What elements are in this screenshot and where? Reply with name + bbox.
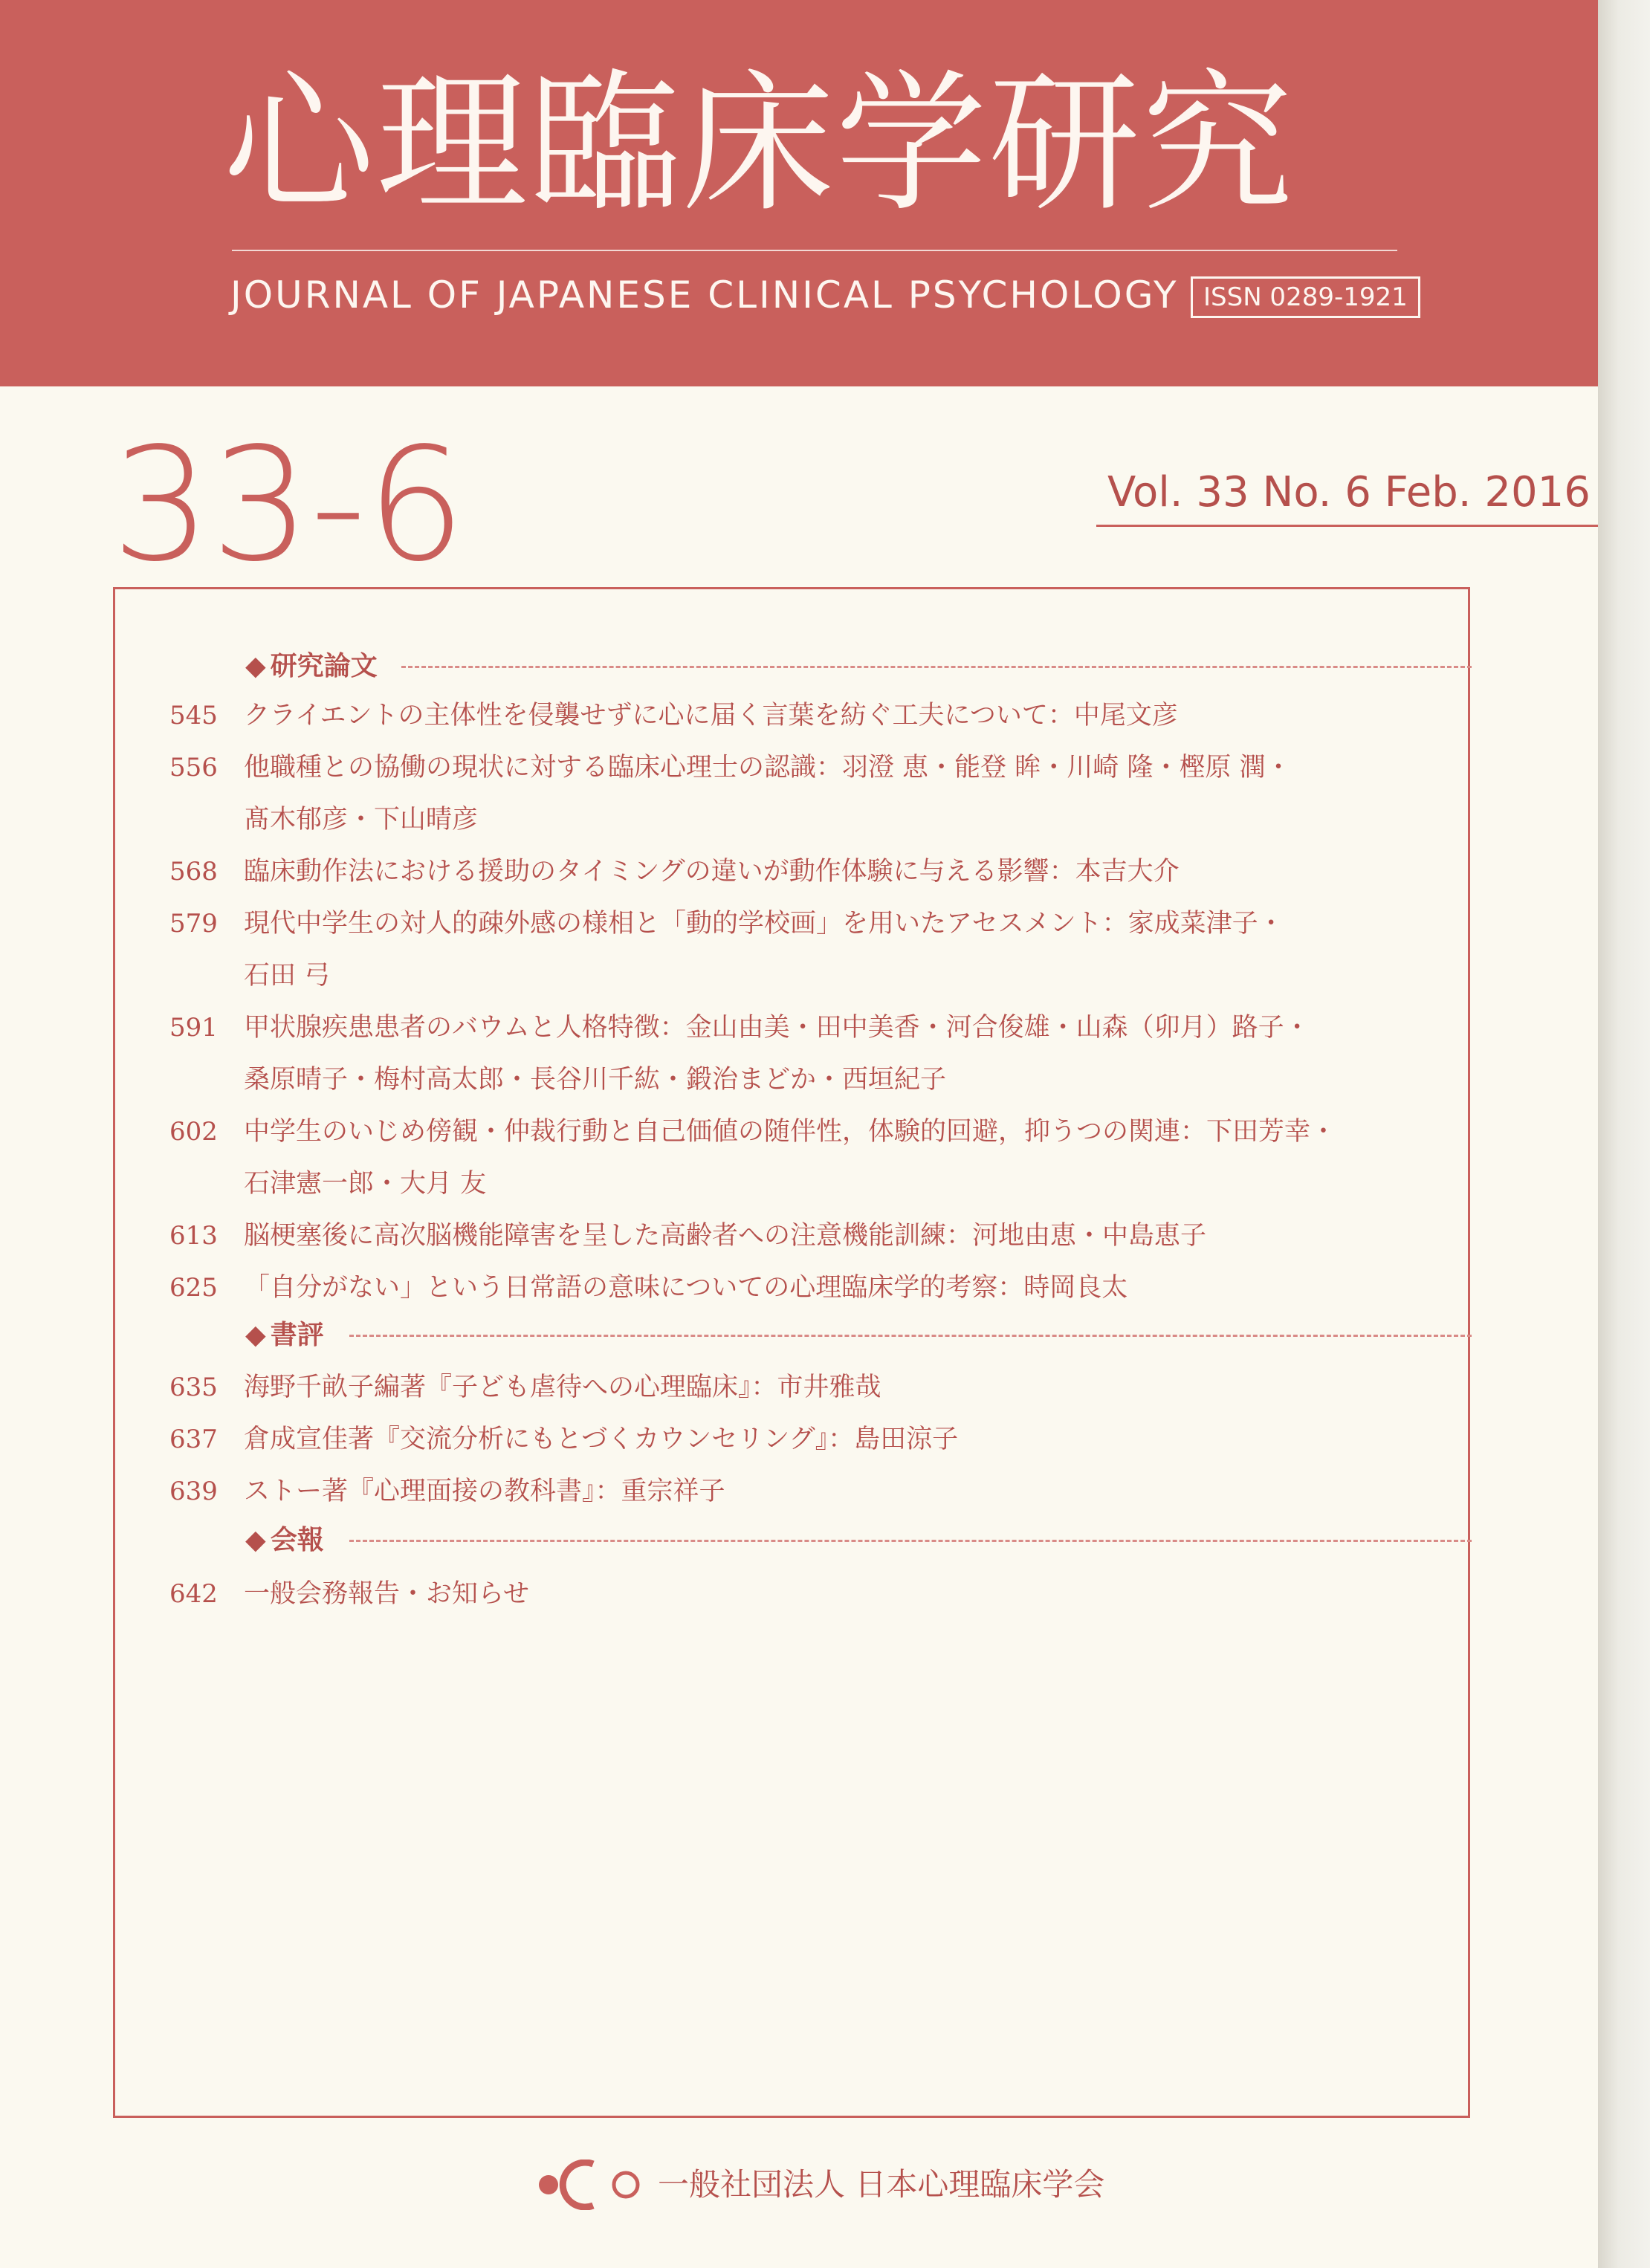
page-number: 637	[169, 1425, 218, 1454]
entry-text: 脳梗塞後に高次脳機能障害を呈した高齢者への注意機能訓練：河地由恵・中島恵子	[244, 1221, 1207, 1251]
entry-text: 臨床動作法における援助のタイミングの違いが動作体験に与える影響：本吉大介	[244, 857, 1180, 887]
entry-text-continued: 桑原晴子・梅村高太郎・長谷川千紘・鍛治まどか・西垣紀子	[244, 1065, 947, 1095]
entry-text: クライエントの主体性を侵襲せずに心に届く言葉を紡ぐ工夫について：中尾文彦	[244, 701, 1178, 730]
section-divider	[401, 666, 1472, 668]
section-title: 研究論文	[270, 650, 378, 681]
entry-text: 倉成宣佳著『交流分析にもとづくカウンセリング』：島田涼子	[244, 1425, 959, 1454]
society-logo-icon	[535, 2160, 647, 2210]
volume-line: Vol. 33 No. 6 Feb. 2016	[1107, 468, 1591, 516]
header-band	[0, 0, 1598, 386]
publisher-name: 一般社団法人 日本心理臨床学会	[658, 2166, 1105, 2203]
entry-text: ストー著『心理面接の教科書』：重宗祥子	[244, 1477, 725, 1506]
diamond-icon: ◆	[245, 1524, 266, 1555]
volume-divider	[1096, 525, 1598, 527]
diamond-icon: ◆	[245, 650, 266, 681]
section-title: 会報	[270, 1524, 324, 1555]
journal-title-jp: 心理臨床学研究	[223, 56, 1295, 233]
section-divider	[349, 1540, 1472, 1542]
page-number: 556	[169, 753, 218, 783]
section-heading-review	[245, 1312, 324, 1357]
page-edge	[1598, 0, 1650, 2268]
page-number: 625	[169, 1273, 218, 1303]
entry-text: 甲状腺疾患患者のバウムと人格特徴：金山由美・田中美香・河合俊雄・山森（卯月）路子・	[244, 1013, 1310, 1043]
page-number: 545	[169, 701, 218, 730]
issue-number: 33-6	[111, 414, 466, 596]
entry-text: 中学生のいじめ傍観・仲裁行動と自己価値の随伴性，体験的回避，抑うつの関連：下田芳幸・	[244, 1117, 1337, 1147]
page-number: 568	[169, 857, 218, 887]
entry-text-continued: 石田 弓	[244, 961, 331, 991]
page-number: 613	[169, 1221, 218, 1251]
section-divider	[349, 1335, 1472, 1337]
page-number: 639	[169, 1477, 218, 1506]
page-number: 635	[169, 1373, 218, 1402]
section-heading-research	[245, 644, 378, 688]
page-number: 602	[169, 1117, 218, 1147]
title-divider	[232, 250, 1397, 251]
entry-text-continued: 石津憲一郎・大月 友	[244, 1169, 487, 1199]
diamond-icon: ◆	[245, 1319, 266, 1350]
entry-text: 現代中学生の対人的疎外感の様相と「動的学校画」を用いたアセスメント：家成菜津子・	[244, 909, 1284, 939]
journal-title-en: JOURNAL OF JAPANESE CLINICAL PSYCHOLOGY	[230, 273, 1179, 317]
entry-text: 「自分がない」という日常語の意味についての心理臨床学的考察：時岡良太	[244, 1273, 1128, 1303]
section-title: 書評	[270, 1319, 324, 1350]
page-number: 591	[169, 1013, 218, 1043]
entry-text: 一般会務報告・お知らせ	[244, 1579, 529, 1609]
issn-badge: ISSN 0289-1921	[1191, 276, 1420, 318]
section-heading-news	[245, 1517, 324, 1562]
entry-text-continued: 髙木郁彦・下山晴彦	[244, 805, 479, 835]
entry-text: 他職種との協働の現状に対する臨床心理士の認識：羽澄 恵・能登 眸・川崎 隆・樫原 潤・	[244, 753, 1292, 783]
page-number: 642	[169, 1579, 218, 1609]
entry-text: 海野千畝子編著『子ども虐待への心理臨床』：市井雅哉	[244, 1373, 881, 1402]
page-number: 579	[169, 909, 218, 939]
